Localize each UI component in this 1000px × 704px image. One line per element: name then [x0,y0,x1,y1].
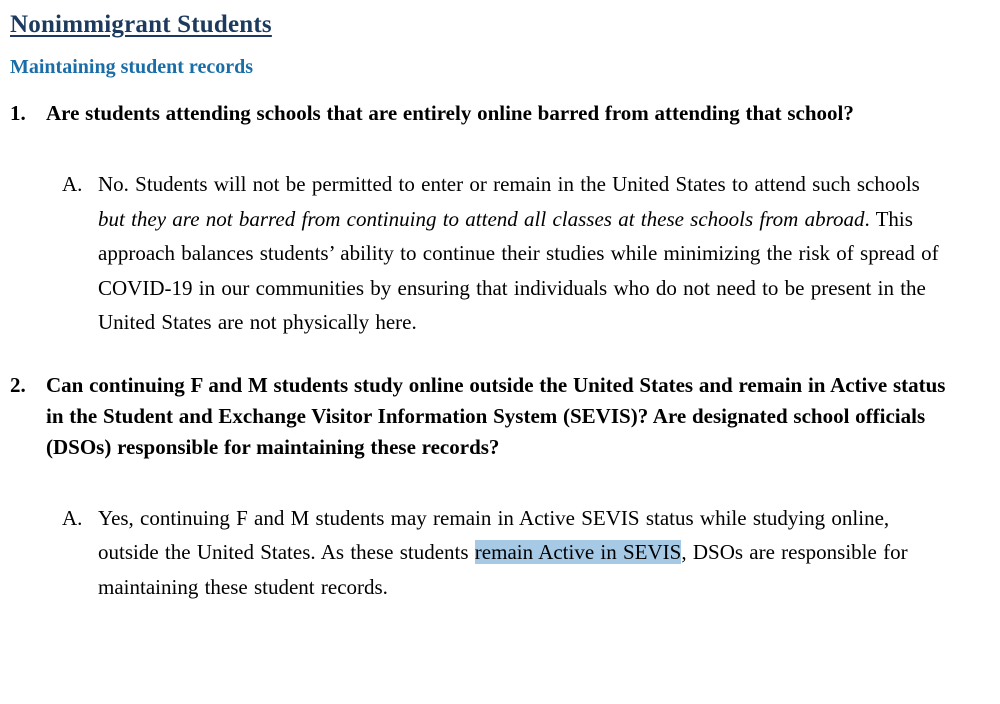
document-page [10,8,1000,604]
question-number: 1. [10,101,26,125]
answer-label: A. [62,172,83,196]
question-text: Can continuing F and M students study online outside the United States and remain in Active status in the Student and Exchange Visitor Information System (SEVIS)? Are designated school officials (DSOs) responsible for maintaining these records? [46,372,946,459]
question [10,98,1000,129]
answer-text-segment: Yes, continuing F and M students may remain in Active SEVIS status while studying online, outside the United States. As these students [98,505,890,564]
highlighted-text: remain Active in SEVIS [474,540,682,564]
page-title: Nonimmigrant Students [10,11,272,38]
qa-item [10,370,1000,605]
answer-text [98,167,950,340]
qa-list [10,98,1000,604]
qa-item [10,98,1000,340]
question-text: Are students attending schools that are entirely online barred from attending that school? [46,101,854,125]
question-number: 2. [10,372,26,397]
answer-text [98,501,950,605]
question [10,370,1000,463]
italic-text: but they are not barred from continuing to attend all classes at these schools from abroad [98,206,865,231]
answer [62,501,1000,605]
page-subtitle: Maintaining student records [10,56,253,78]
answer-label: A. [62,505,83,530]
answer [62,167,1000,340]
answer-text-segment: , DSOs are responsible for maintaining these student records. [98,540,908,599]
answer-text-segment: . This approach balances students’ ability to continue their studies while minimizing the risk of spread of COVID-19 in our communities by ensuring that individuals who do not need to be present in the United States are not physically here. [98,206,939,334]
answer-text-segment: No. Students will not be permitted to enter or remain in the United States to attend such schools [98,172,920,196]
